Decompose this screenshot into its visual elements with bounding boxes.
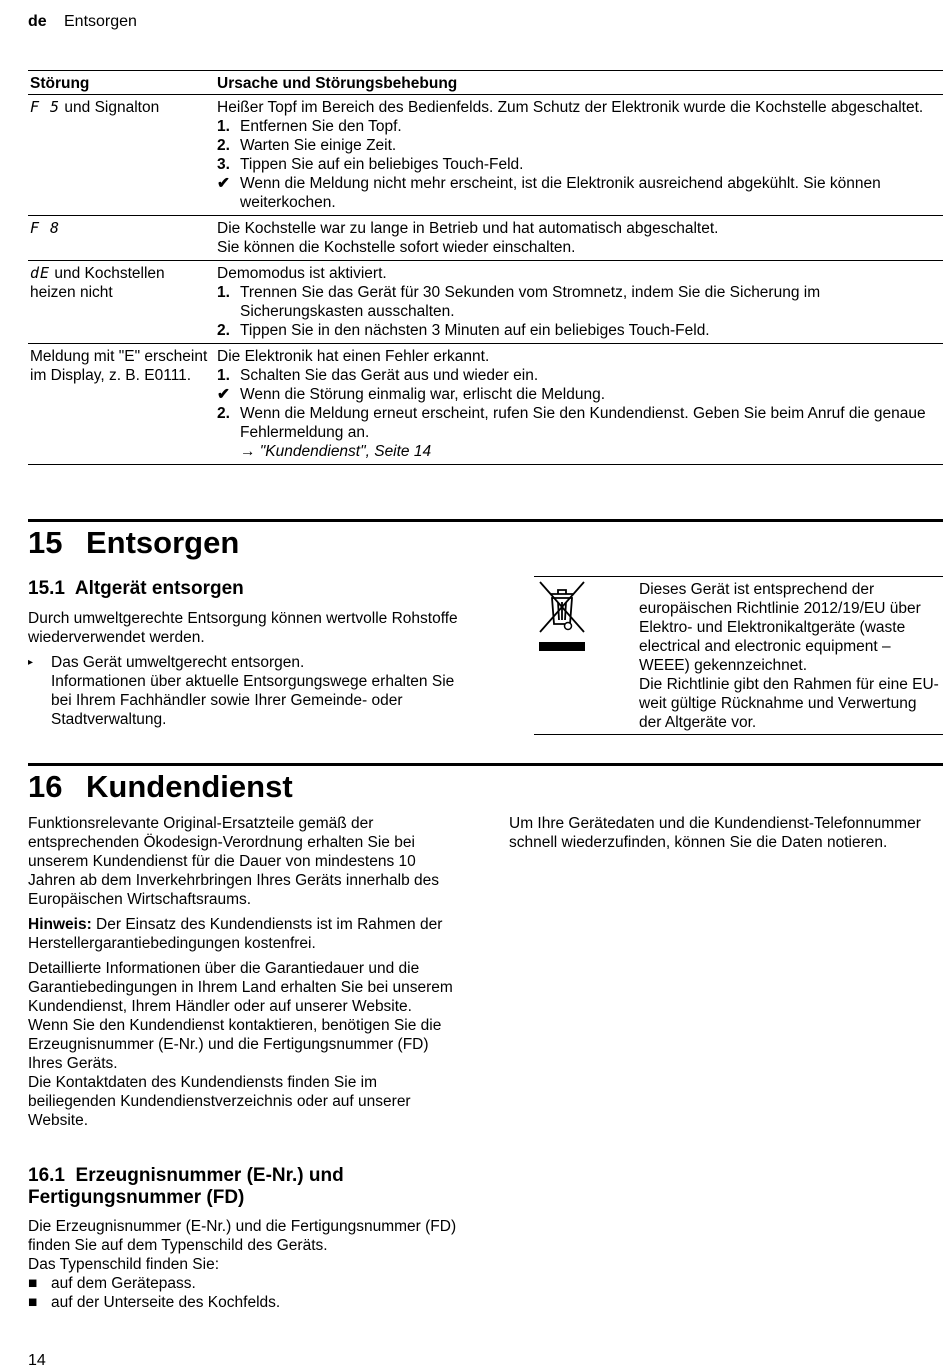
subsection-heading-16-1 — [28, 1165, 468, 1209]
subsection-number: 15.1 — [28, 578, 65, 599]
fault-cell — [28, 261, 215, 344]
step-text: Trennen Sie das Gerät für 30 Sekunden vom Stromnetz, indem Sie die Sicherung im Sicherungskasten ausschalten. — [240, 284, 821, 320]
step-number: 2. — [217, 405, 230, 422]
section-title: Entsorgen — [86, 525, 240, 560]
fault-cell: Meldung mit "E" erscheint im Display, z. B. E0111. — [28, 344, 215, 465]
step-text: Schalten Sie das Gerät aus und wieder ein. — [240, 367, 539, 384]
subsection-title: Altgerät entsorgen — [74, 578, 244, 599]
rating-plate-location-intro: Das Typenschild finden Sie: — [28, 1256, 219, 1273]
hint-text: Der Einsatz des Kundendiensts ist im Rahmen der Herstellergarantiebedingungen kostenfrei. — [28, 916, 443, 952]
step-text: Wenn die Meldung erneut erscheint, rufen Sie den Kundendienst. Geben Sie beim Anruf die genaue Fehlermeldung an. — [240, 405, 926, 441]
step-item — [217, 283, 941, 321]
column-header-fault: Störung — [28, 71, 215, 95]
page-number: 14 — [28, 1352, 46, 1369]
checkmark-icon: ✔ — [217, 175, 230, 192]
result-item — [217, 174, 941, 212]
action-arrow-icon: ▸ — [28, 657, 34, 668]
bullet-icon: ■ — [28, 1275, 38, 1292]
cause-cell — [215, 344, 943, 465]
list-item — [28, 1274, 468, 1293]
step-number: 1. — [217, 118, 230, 135]
fault-cell — [28, 216, 215, 261]
column-header-cause: Ursache und Störungsbehebung — [215, 71, 943, 95]
step-text: Warten Sie einige Zeit. — [240, 137, 397, 154]
contact-data-paragraph: Die Kontaktdaten des Kundendiensts finden Sie im beiliegenden Kundendienstverzeichnis oder auf unserer Website. — [28, 1074, 411, 1129]
step-item — [217, 155, 941, 174]
result-text: Wenn die Meldung nicht mehr erscheint, ist die Elektronik ausreichend abgekühlt. Sie können weiterkochen. — [240, 175, 881, 211]
step-number: 3. — [217, 156, 230, 173]
disposal-intro: Durch umweltgerechte Entsorgung können wertvolle Rohstoffe wiederverwendet werden. — [28, 610, 458, 646]
action-item — [28, 653, 468, 672]
cause-text: Demomodus ist aktiviert. — [217, 265, 387, 282]
result-text: Wenn die Störung einmalig war, erlischt die Meldung. — [240, 386, 606, 403]
display-code: F 5 — [30, 98, 61, 116]
fault-text: und Signalton — [60, 99, 160, 116]
weee-directive-text: Dieses Gerät ist entsprechend der europäischen Richtlinie 2012/19/EU über Elektro- und Elektronikaltgeräte (waste electrical and electronic equipment – WEEE) gekennzeichnet. — [639, 581, 921, 674]
step-number: 2. — [217, 322, 230, 339]
display-code: F 8 — [30, 219, 61, 237]
rating-plate-paragraph: Die Erzeugnisnummer (E-Nr.) und die Fertigungsnummer (FD) finden Sie auf dem Typenschild des Geräts. — [28, 1218, 457, 1254]
troubleshooting-table — [28, 70, 943, 465]
subsection-heading-15-1 — [28, 578, 244, 600]
step-number: 1. — [217, 284, 230, 301]
cause-text: Die Elektronik hat einen Fehler erkannt. — [217, 348, 490, 365]
step-item — [217, 136, 941, 155]
hint-paragraph — [28, 915, 466, 953]
fault-cell — [28, 95, 215, 216]
display-code: dE — [30, 264, 51, 282]
cause-text: Die Kochstelle war zu lange in Betrieb und hat automatisch abgeschaltet. — [217, 220, 719, 237]
cause-text: Heißer Topf im Bereich des Bedienfelds. Zum Schutz der Elektronik wurde die Kochstelle abgeschaltet. — [217, 99, 924, 116]
checkmark-icon: ✔ — [217, 386, 230, 403]
section-heading-16 — [28, 763, 943, 805]
subsection-number: 16.1 — [28, 1165, 65, 1186]
section-number: 16 — [28, 769, 63, 804]
contact-paragraph: Wenn Sie den Kundendienst kontaktieren, benötigen Sie die Erzeugnisnummer (E-Nr.) und die Fertigungsnummer (FD) Ihres Geräts. — [28, 1017, 442, 1072]
action-info: Informationen über aktuelle Entsorgungswege erhalten Sie bei Ihrem Fachhändler sowie Ihrer Gemeinde- oder Stadtverwaltung. — [51, 673, 455, 728]
section-number: 15 — [28, 525, 63, 560]
table-row — [28, 261, 943, 344]
language-code: de — [28, 13, 47, 30]
spare-parts-paragraph: Funktionsrelevante Original-Ersatzteile gemäß der entsprechenden Ökodesign-Verordnung erhalten Sie bei unserem Kundendienst für die Dauer von mindestens 10 Jahren ab dem Inverkehrbringen Ihres Geräts innerhalb des Europäischen Wirtschaftsraums. — [28, 815, 439, 908]
weee-framework-text: Die Richtlinie gibt den Rahmen für eine EU-weit gültige Rücknahme und Verwertung der Altgeräte vor. — [639, 676, 939, 731]
step-item — [217, 366, 941, 385]
step-text: Tippen Sie in den nächsten 3 Minuten auf ein beliebiges Touch-Feld. — [240, 322, 710, 339]
bullet-icon: ■ — [28, 1294, 38, 1311]
step-number: 1. — [217, 367, 230, 384]
crossed-out-bin-icon — [537, 580, 587, 652]
header-section-title: Entsorgen — [64, 13, 137, 30]
result-item — [217, 385, 941, 404]
table-row — [28, 216, 943, 261]
weee-text-block — [639, 580, 939, 732]
step-item — [217, 321, 941, 340]
table-row — [28, 344, 943, 465]
list-item-text: auf der Unterseite des Kochfelds. — [51, 1294, 281, 1311]
step-item — [217, 117, 941, 136]
device-data-note: Um Ihre Gerätedaten und die Kundendienst-Telefonnummer schnell wiederzufinden, können Sie die Daten notieren. — [509, 815, 921, 851]
step-text: Tippen Sie auf ein beliebiges Touch-Feld. — [240, 156, 524, 173]
hint-label: Hinweis: — [28, 916, 92, 933]
section-heading-15 — [28, 519, 943, 561]
cause-cell — [215, 216, 943, 261]
cross-reference-link[interactable]: → "Kundendienst", Seite 14 — [240, 443, 432, 460]
step-item — [217, 404, 941, 442]
action-text: Das Gerät umweltgerecht entsorgen. — [51, 654, 305, 671]
list-item-text: auf dem Gerätepass. — [51, 1275, 196, 1292]
step-text: Entfernen Sie den Topf. — [240, 118, 402, 135]
cause-cell — [215, 261, 943, 344]
disposal-text-block — [28, 609, 468, 729]
list-item — [28, 1293, 468, 1312]
step-number: 2. — [217, 137, 230, 154]
rating-plate-text-block — [28, 1217, 468, 1312]
warranty-paragraph: Detaillierte Informationen über die Garantiedauer und die Garantiebedingungen in Ihrem Land erhalten Sie bei unserem Kundendienst, Ihrem Händler oder auf unserer Website. — [28, 960, 453, 1015]
fault-text: und Kochstellen heizen nicht — [30, 265, 165, 301]
remedy-text: Sie können die Kochstelle sofort wieder einschalten. — [217, 239, 576, 256]
cause-cell — [215, 95, 943, 216]
section-title: Kundendienst — [86, 769, 293, 804]
table-row — [28, 95, 943, 216]
service-text-block — [28, 814, 466, 1130]
subsection-title: Erzeugnisnummer (E-Nr.) und Fertigungsnummer (FD) — [28, 1165, 344, 1208]
table-header-row — [28, 71, 943, 95]
